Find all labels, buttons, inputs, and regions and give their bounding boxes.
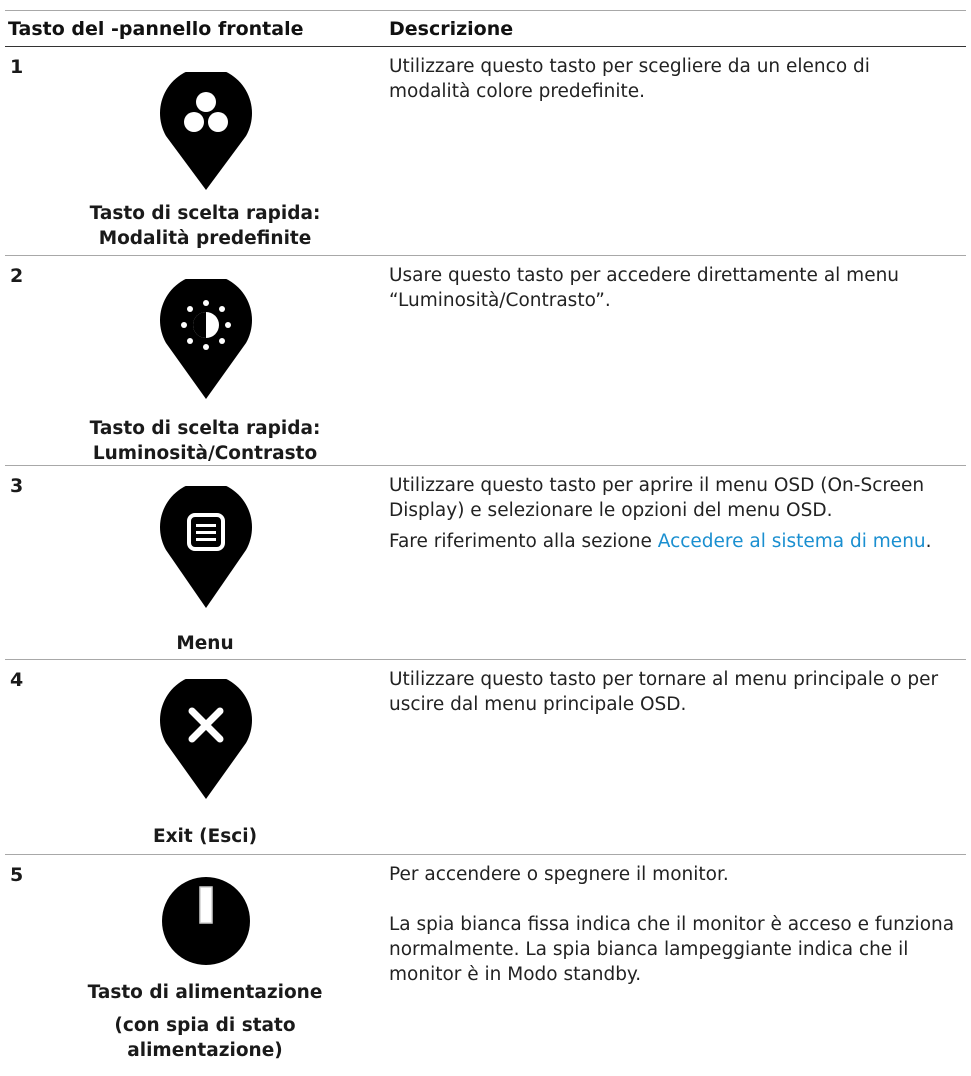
row-number: 2 [10, 265, 24, 287]
brightness-contrast-icon[interactable] [160, 279, 252, 401]
row-description: Utilizzare questo tasto per aprire il menu OSD (On-Screen Display) e selezionare le opzioni del menu OSD. Fare riferimento alla sezione Accedere al sistema di menu. [389, 475, 932, 552]
row-label: Tasto di alimentazione (con spia di stato alimentazione) [87, 982, 323, 1061]
table-row [0, 47, 971, 255]
row-description: Usare questo tasto per accedere direttamente al menu “Luminosità/Contrasto”. [389, 265, 900, 311]
row-description: Utilizzare questo tasto per scegliere da un elenco di modalità colore predefinite. [389, 56, 870, 102]
row-label: Tasto di scelta rapida: Luminosità/Contrasto [89, 418, 321, 464]
row-number: 4 [10, 669, 24, 691]
preset-modes-icon[interactable] [160, 72, 252, 192]
row-number: 5 [10, 864, 24, 886]
table-row [0, 660, 971, 854]
close-icon[interactable] [160, 679, 252, 801]
row-number: 1 [10, 56, 24, 78]
row-number: 3 [10, 475, 24, 497]
table-row [0, 466, 971, 659]
row-label: Menu [176, 633, 234, 654]
table-row [0, 855, 971, 1076]
menu-icon[interactable] [160, 486, 252, 610]
row-description: Utilizzare questo tasto per tornare al menu principale o per uscire dal menu principale OSD. [389, 669, 939, 715]
menu-system-link[interactable]: Accedere al sistema di menu [657, 531, 926, 552]
header-button-column: Tasto del -pannello frontale [8, 18, 304, 40]
table-row [0, 256, 971, 465]
header-description-column: Descrizione [389, 18, 514, 40]
table-top-rule [5, 10, 966, 11]
row-description: Per accendere o spegnere il monitor. La spia bianca fissa indica che il monitor è acceso e funziona normalmente. La spia bianca lampeggiante indica che il monitor è in Modo standby. [389, 864, 955, 985]
row-label: Exit (Esci) [152, 826, 258, 847]
power-icon[interactable] [160, 875, 252, 967]
row-label: Tasto di scelta rapida: Modalità predefinite [89, 203, 321, 249]
